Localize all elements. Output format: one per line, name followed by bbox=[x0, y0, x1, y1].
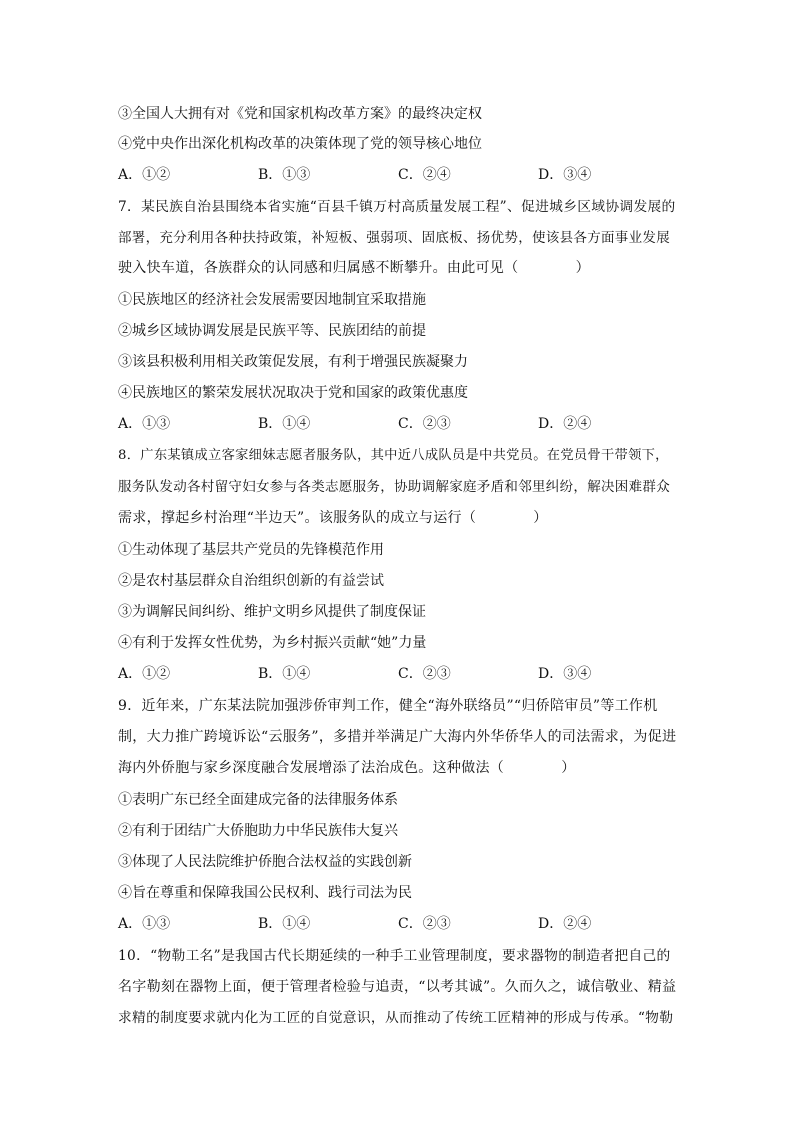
option-b[interactable]: B．①④ bbox=[258, 916, 311, 932]
option-d[interactable]: D．③④ bbox=[538, 167, 592, 183]
q7-options bbox=[118, 414, 678, 434]
q8-statement-2: ②是农村基层群众自治组织创新的有益尝试 bbox=[118, 573, 384, 589]
q6-options bbox=[118, 165, 678, 185]
option-a[interactable]: A．①③ bbox=[118, 416, 171, 432]
q9-statement-1: ①表明广东已经全面建成完备的法律服务体系 bbox=[118, 792, 398, 808]
q7-statement-2: ②城乡区域协调发展是民族平等、民族团结的前提 bbox=[118, 323, 426, 339]
q7-statement-4: ④民族地区的繁荣发展状况取决于党和国家的政策优惠度 bbox=[118, 385, 468, 401]
q9-stem-line: 制，大力推广跨境诉讼“云服务”，多措并举满足广大海内外华侨华人的司法需求，为促进 bbox=[118, 729, 677, 745]
q8-statement-3: ③为调解民间纠纷、维护文明乡风提供了制度保证 bbox=[118, 604, 426, 620]
q10-stem-line: 求精的制度要求就内化为工匠的自觉意识，从而推动了传统工匠精神的形成与传承。“物勒 bbox=[118, 1010, 674, 1026]
q8-stem-line: 需求，撑起乡村治理“半边天”。该服务队的成立与运行（ ） bbox=[118, 510, 548, 526]
option-b[interactable]: B．①④ bbox=[258, 666, 311, 682]
option-d[interactable]: D．②④ bbox=[538, 416, 592, 432]
option-a[interactable]: A．①② bbox=[118, 666, 171, 682]
option-b[interactable]: B．①③ bbox=[258, 167, 311, 183]
q8-statement-4: ④有利于发挥女性优势，为乡村振兴贡献“她”力量 bbox=[118, 635, 427, 651]
option-a[interactable]: A．①③ bbox=[118, 916, 171, 932]
q9-statement-3: ③体现了人民法院维护侨胞合法权益的实践创新 bbox=[118, 854, 412, 870]
option-c[interactable]: C．②④ bbox=[398, 167, 451, 183]
q7-stem-line: 驶入快车道，各族群众的认同感和归属感不断攀升。由此可见（ ） bbox=[118, 260, 590, 276]
q7-statement-3: ③该县积极利用相关政策促发展，有利于增强民族凝聚力 bbox=[118, 354, 468, 370]
q7-stem-line: 7．某民族自治县围绕本省实施“百县千镇万村高质量发展工程”、促进城乡区域协调发展的 bbox=[118, 199, 676, 215]
q8-statement-1: ①生动体现了基层共产党员的先锋模范作用 bbox=[118, 542, 384, 558]
q7-statement-1: ①民族地区的经济社会发展需要因地制宜采取措施 bbox=[118, 292, 426, 308]
option-c[interactable]: C．②③ bbox=[398, 416, 451, 432]
option-b[interactable]: B．①④ bbox=[258, 416, 311, 432]
statement-3: ③全国人大拥有对《党和国家机构改革方案》的最终决定权 bbox=[118, 106, 482, 122]
option-a[interactable]: A．①② bbox=[118, 167, 171, 183]
option-c[interactable]: C．②③ bbox=[398, 666, 451, 682]
q9-statement-2: ②有利于团结广大侨胞助力中华民族伟大复兴 bbox=[118, 823, 398, 839]
q7-stem-line: 部署，充分利用各种扶持政策，补短板、强弱项、固底板、扬优势，使该县各方面事业发展 bbox=[118, 230, 670, 246]
statement-4: ④党中央作出深化机构改革的决策体现了党的领导核心地位 bbox=[118, 136, 482, 152]
q8-options bbox=[118, 664, 678, 684]
q9-stem-line: 9．近年来，广东某法院加强涉侨审判工作，健全“海外联络员”“归侨陪审员”等工作机 bbox=[118, 698, 658, 714]
option-d[interactable]: D．②④ bbox=[538, 916, 592, 932]
q9-options bbox=[118, 914, 678, 934]
option-c[interactable]: C．②③ bbox=[398, 916, 451, 932]
q10-stem-line: 名字勒刻在器物上面，便于管理者检验与追责，“以考其诚”。久而久之，诚信敬业、精益 bbox=[118, 979, 677, 995]
q10-stem-line: 10．“物勒工名”是我国古代长期延续的一种手工业管理制度，要求器物的制造者把自己的 bbox=[118, 948, 671, 964]
q9-stem-line: 海内外侨胞与家乡深度融合发展增添了法治成色。这种做法（ ） bbox=[118, 760, 576, 776]
q9-statement-4: ④旨在尊重和保障我国公民权利、践行司法为民 bbox=[118, 885, 412, 901]
option-d[interactable]: D．③④ bbox=[538, 666, 592, 682]
q8-stem-line: 服务队发动各村留守妇女参与各类志愿服务，协助调解家庭矛盾和邻里纠纷，解决困难群众 bbox=[118, 479, 670, 495]
q8-stem-line: 8．广东某镇成立客家细妹志愿者服务队，其中近八成队员是中共党员。在党员骨干带领下， bbox=[118, 448, 669, 463]
